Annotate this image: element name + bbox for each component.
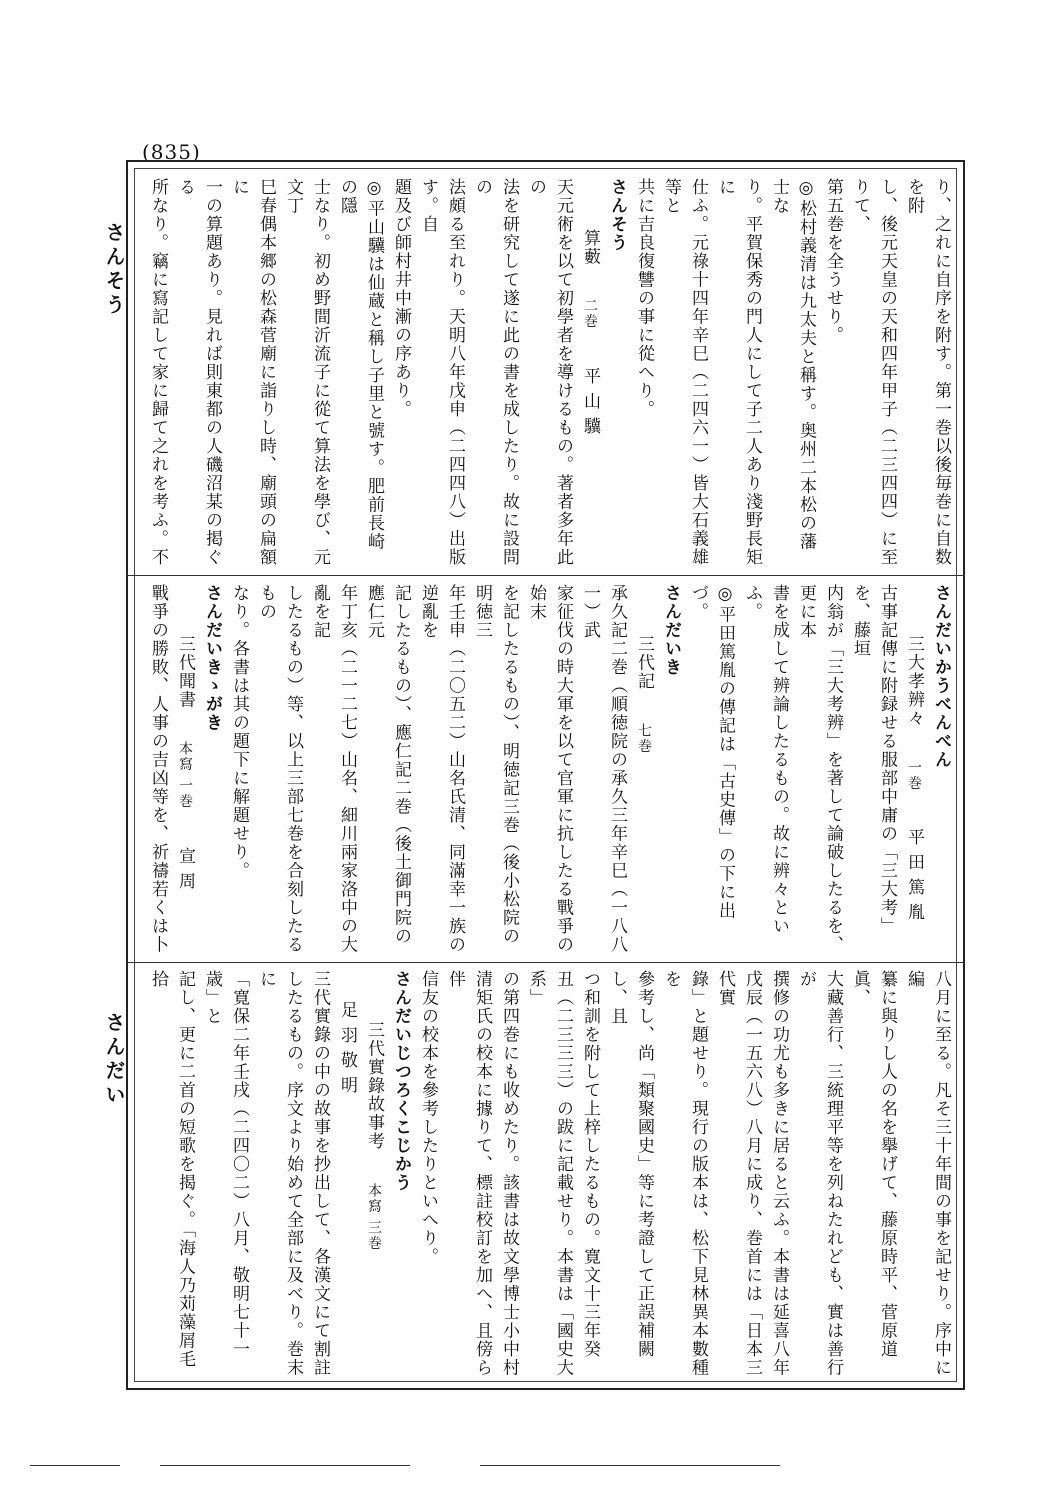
text-line: 天元術を以て初學者を導けるもの。著者多年此の [526, 178, 573, 567]
text-line: し、後元天皇の天和四年甲子（二三四四）に至りて、 [850, 178, 897, 567]
entry-title [900, 584, 927, 956]
text-line: ◎松村義清は九太夫と稱す。奥州二本松の藩士な [769, 178, 816, 551]
entry-title [333, 970, 387, 1382]
volume-count: 七巻 [636, 722, 652, 754]
volume-count: 本寫 一巻 [177, 741, 193, 810]
text-line: したるもの）等、以上三部七巻を合刻したるもの [256, 584, 303, 954]
text-line: 巳春偶本郷の松森菅廟に詣りし時、廟頭の扁額に [229, 178, 276, 567]
upper-band [142, 178, 954, 568]
text-line: ◎平山驥は仙蔵と稱し子里と號す。肥前長崎の隱 [337, 178, 384, 551]
author-name: 宣周 [175, 846, 195, 897]
entry-heading: さんだいき [661, 584, 681, 677]
text-line [142, 970, 144, 1382]
text-line: の第四巻にも收めたり。該書は故文學博士小中村 [499, 970, 519, 1377]
text-line: 法を研究して遂に此の書を成したり。故に設問の [472, 178, 519, 567]
text-line: 題及び師村井中漸の序あり。 [391, 178, 411, 419]
text-line: 戊辰（一五六八）八月に成り、巻首には「日本三代實 [715, 970, 762, 1377]
text-line: り、之れに自序を附す。第一巻以後毎巻に自数を附 [904, 178, 951, 567]
entry-title [630, 584, 657, 956]
entry-heading: さんだいきゝがき [202, 584, 222, 732]
text-line: 記し、更に二首の短歌を揭ぐ。「海人乃苅藻屑毛拾 [148, 970, 195, 1369]
text-line: なり。各書は其の題下に解題せり。 [229, 584, 249, 880]
author-name: 平山驥 [580, 366, 600, 442]
entry-heading: さんだいじつろくこじかう [391, 970, 411, 1192]
title-text: 三代實錄故事考 [364, 1021, 384, 1151]
entry-title [171, 584, 198, 956]
lower-band [142, 970, 954, 1382]
entry-heading: さんそう [607, 178, 627, 252]
footer-rule [480, 1465, 780, 1466]
title-text: 三大孝辨々 [904, 635, 924, 728]
text-line: 撰修の功尤も多きに居ると云ふ。本書は延喜八年 [769, 970, 789, 1377]
footer-rule [160, 1465, 410, 1466]
text-line: 清矩氏の校本に據りて、標註校訂を加へ、且傍ら伴 [445, 970, 492, 1377]
entry-heading: さんだいかうべんべん [931, 584, 951, 769]
text-line: 一の算題あり。見れば則東都の人磯沼某の掲ぐる [175, 178, 222, 567]
margin-label-bottom: さんだい [102, 1012, 126, 1108]
text-line: 内翁が「三大考辨」を著して論破したるを、更に本 [796, 584, 843, 954]
text-line: 戰爭の勝敗、人事の吉凶等を、祈禱若くは卜 [148, 584, 168, 954]
text-line: 古事記傳に附録せる服部中庸の「三大考」を、藤垣 [850, 584, 897, 936]
divider-lower [126, 962, 965, 963]
title-text: 三代記 [634, 635, 654, 691]
page-number: (835) [142, 140, 201, 164]
text-line: 書を成して辨論したるもの。故に辨々といふ。 [742, 584, 789, 936]
divider-upper [126, 575, 965, 576]
text-line: 第五巻を全うせり。 [823, 178, 843, 345]
text-line: を記したるもの）、明徳記三巻（後小松院の明徳三 [472, 584, 519, 946]
text-line: 年丁亥（二一二七）山名、細川兩家洛中の大亂を記 [310, 584, 357, 954]
footer-rule [30, 1465, 120, 1466]
text-line: 年壬申（二〇五二）山名氏清、同滿幸一族の逆亂を [418, 584, 465, 954]
text-line: つ和訓を附して上梓したるもの。寛文十三年癸 [580, 970, 600, 1359]
text-line: 丑（二三三三）の跋に記載せり。本書は「國史大系」 [526, 970, 573, 1377]
volume-count: 二巻 [582, 298, 598, 330]
text-line: したるもの。序文より始めて全部に及べり。巻末に [256, 970, 303, 1377]
title-text: 算藪 [580, 229, 600, 266]
author-name: 平田篤胤 [904, 828, 924, 929]
volume-count: 本寫 三巻 [366, 1182, 382, 1251]
text-line: 錄」と題せり。現行の版本は、松下見林異本數種を [661, 970, 708, 1377]
text-line: 士なり。初め野間沂流子に從て算法を學び、元文丁 [283, 178, 330, 567]
text-line: 記したるもの）、應仁記二巻（後土御門院の應仁元 [364, 584, 411, 946]
text-line: 八月に至る。凡そ三十年間の事を記せり。序中に編 [904, 970, 951, 1377]
entry-title [576, 178, 603, 568]
author-name: 足羽敬明 [337, 1000, 357, 1101]
text-line: 「寛保二年壬戌（二四〇二）八月、敬明七十一歳」と [202, 970, 249, 1359]
margin-label-top: さんそう [102, 222, 126, 318]
text-line: 仕ふ。元祿十四年辛巳（二四六一）皆大石義雄等と [661, 178, 708, 567]
text-line: 承久記二巻（順徳院の承久三年辛巳（一八八一）武 [580, 584, 627, 954]
text-line: 纂に與りし人の名を擧げて、藤原時平、菅原道眞、 [850, 970, 897, 1359]
volume-count: 一巻 [906, 759, 922, 791]
text-line: 參考し、尚「類聚國史」等に考證して正誤補闕し、且 [607, 970, 654, 1359]
title-text: 三代聞書 [175, 635, 195, 709]
middle-band [142, 584, 954, 956]
text-line: ◎平田篤胤の傳記は「古史傳」の下に出づ。 [688, 584, 735, 920]
text-line: 信友の校本を參考したりといへり。 [418, 970, 438, 1266]
text-line: 共に吉良復讐の事に從へり。 [634, 178, 654, 419]
text-line: 三代實錄の中の故事を抄出して、各漢文にて割註 [310, 970, 330, 1377]
text-line: 家征伐の時大軍を以て官軍に抗したる戰爭の始末 [526, 584, 573, 954]
text-line: 大藏善行、三統理平等を列ねたれども、實は善行が [796, 970, 843, 1377]
text-line: り。平賀保秀の門人にして子二人あり淺野長矩に [715, 178, 762, 567]
text-line: 所なり。竊に寫記して家に歸て之れを考ふ。不 [148, 178, 168, 567]
text-line: 法頗る至れり。天明八年戊申（二四四八）出版す。自 [418, 178, 465, 567]
